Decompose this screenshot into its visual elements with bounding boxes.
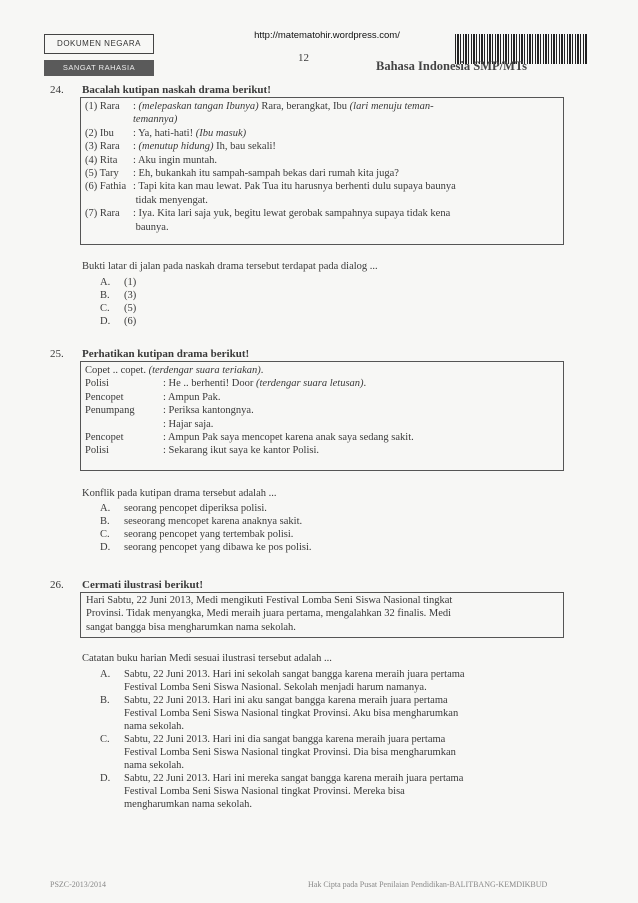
- option-letter: D.: [100, 773, 111, 784]
- answer-option[interactable]: [100, 502, 312, 515]
- dialog-text: tidak menyengat.: [133, 194, 208, 206]
- dialog-line: [85, 418, 563, 431]
- speaker: Pencopet: [85, 432, 124, 444]
- q25-number: 25.: [50, 348, 64, 360]
- dialog-line: [85, 404, 563, 417]
- option-text: seseorang mencopet karena anaknya sakit.: [124, 516, 303, 527]
- q25-options: [100, 502, 312, 554]
- option-line: Sabtu, 22 Juni 2013. Hari ini sekolah sangat bangga karena meraih juara pertama: [124, 669, 465, 680]
- dialog-text: : Ya, hati-hati!: [133, 127, 196, 139]
- option-line: Sabtu, 22 Juni 2013. Hari ini mereka sangat bangga karena meraih juara pertama: [124, 773, 464, 784]
- option-text: (1): [124, 277, 137, 288]
- answer-option[interactable]: [100, 694, 562, 733]
- page-number: 12: [298, 52, 309, 64]
- dialog-text: : Sekarang ikut saya ke kantor Polisi.: [163, 445, 320, 457]
- stage-direction: (melepaskan tangan Ibunya): [138, 101, 259, 112]
- dialog-line: [85, 207, 563, 220]
- answer-option[interactable]: [100, 515, 312, 528]
- option-letter: D.: [100, 316, 111, 327]
- q24-number: 24.: [50, 84, 64, 96]
- speaker: (6) Fathia: [85, 181, 127, 193]
- stage-direction: (Ibu masuk): [195, 127, 247, 139]
- option-letter: B.: [100, 516, 110, 527]
- speaker: (3) Rara: [85, 141, 120, 153]
- dialog-text: : Eh, bukankah itu sampah-sampah bekas dari rumah kita juga?: [133, 168, 399, 180]
- dialog-line: [85, 431, 563, 444]
- dialog-text: : Aku ingin muntah.: [133, 154, 217, 166]
- option-text: [124, 733, 456, 772]
- dialog-text: .: [260, 365, 264, 376]
- q25-question: Konflik pada kutipan drama tersebut adalah ...: [82, 488, 277, 499]
- illustration-line: Hari Sabtu, 22 Juni 2013, Medi mengikuti Festival Lomba Seni Siswa Nasional tingkat: [86, 595, 453, 606]
- dialog-line: [85, 444, 563, 457]
- q25-excerpt-box: [80, 361, 564, 471]
- answer-option[interactable]: [100, 541, 312, 554]
- option-line: Sabtu, 22 Juni 2013. Hari ini aku sangat bangga karena meraih juara pertama: [124, 695, 448, 706]
- stage-direction: (menutup hidung): [138, 141, 214, 153]
- option-text: (5): [124, 303, 137, 314]
- q26-options: [100, 668, 562, 811]
- speaker: Pencopet: [85, 391, 124, 403]
- dialog-line: [85, 180, 563, 193]
- speaker: Polisi: [85, 445, 109, 457]
- q24-excerpt-box: [80, 97, 564, 245]
- stage-direction: (terdengar suara teriakan): [148, 365, 261, 376]
- option-text: (3): [124, 290, 137, 301]
- q24-excerpt: [81, 98, 563, 234]
- doc-label: DOKUMEN NEGARA: [44, 34, 154, 54]
- dialog-line: [85, 221, 563, 234]
- dialog-text: : Ampun Pak saya mencopet karena anak saya sedang sakit.: [163, 432, 414, 444]
- answer-option[interactable]: [100, 289, 136, 302]
- option-letter: C.: [100, 734, 110, 745]
- dialog-text: :: [133, 101, 139, 112]
- answer-option[interactable]: [100, 528, 312, 541]
- footer-code: PSZC-2013/2014: [50, 880, 107, 889]
- dialog-text: : Iya. Kita lari saja yuk, begitu lewat gerobak sampahnya supaya tidak kena: [133, 208, 451, 220]
- option-line: mengharumkan nama sekolah.: [124, 799, 252, 810]
- option-letter: B.: [100, 695, 110, 706]
- dialog-line: [85, 127, 563, 140]
- option-text: seorang pencopet diperiksa polisi.: [124, 503, 267, 514]
- option-letter: A.: [100, 503, 111, 514]
- dialog-line: [85, 113, 563, 126]
- speaker: (1) Rara: [85, 101, 120, 112]
- option-text: seorang pencopet yang tertembak polisi.: [124, 529, 294, 540]
- dialog-text: Ih, bau sekali!: [213, 141, 276, 153]
- dialog-text: : Periksa kantongnya.: [163, 405, 254, 417]
- dialog-text: : Hajar saja.: [163, 418, 214, 430]
- illustration-line: Provinsi. Tidak menyangka, Medi meraih juara pertama, mengalahkan 32 finalis. Medi: [86, 608, 452, 620]
- q25-title: Perhatikan kutipan drama berikut!: [82, 348, 250, 360]
- option-letter: C.: [100, 529, 110, 540]
- q25-excerpt: [81, 362, 563, 458]
- answer-option[interactable]: [100, 315, 136, 328]
- answer-option[interactable]: [100, 733, 562, 772]
- dialog-text: : He .. berhenti! Door: [163, 378, 257, 390]
- speaker: (4) Rita: [85, 154, 118, 166]
- option-line: nama sekolah.: [124, 760, 185, 771]
- speaker: Penumpang: [85, 405, 135, 417]
- speaker: (5) Tary: [85, 168, 119, 180]
- answer-option[interactable]: [100, 668, 562, 694]
- option-line: Festival Lomba Seni Siswa Nasional. Sekolah menjadi harum namanya.: [124, 682, 427, 693]
- option-line: nama sekolah.: [124, 721, 185, 732]
- dialog-text: baunya.: [133, 221, 169, 233]
- option-text: [124, 772, 463, 811]
- option-line: Festival Lomba Seni Siswa Nasional tingkat Provinsi. Dia bisa mengharumkan: [124, 747, 456, 758]
- dialog-text: .: [363, 378, 367, 390]
- stage-direction: temannya): [133, 114, 178, 126]
- footer-copyright: Hak Cipta pada Pusat Penilaian Pendidikan-BALITBANG-KEMDIKBUD: [308, 880, 548, 889]
- option-letter: A.: [100, 277, 111, 288]
- option-line: Festival Lomba Seni Siswa Nasional tingkat Provinsi. Mereka bisa: [124, 786, 405, 797]
- subject-title: Bahasa Indonesia SMP/MTs: [376, 59, 527, 73]
- answer-option[interactable]: [100, 276, 136, 289]
- secret-label: SANGAT RAHASIA: [44, 60, 154, 76]
- option-letter: D.: [100, 542, 111, 553]
- option-text: [124, 668, 465, 694]
- speaker: Copet .. copet.: [85, 365, 149, 376]
- dialog-text: : Tapi kita kan mau lewat. Pak Tua itu harusnya berhenti dulu supaya baunya: [133, 181, 456, 193]
- dialog-line: [85, 364, 563, 377]
- q26-title: Cermati ilustrasi berikut!: [82, 579, 203, 591]
- speaker: (2) Ibu: [85, 127, 114, 139]
- option-letter: C.: [100, 303, 110, 314]
- dialog-line: [85, 377, 563, 390]
- answer-option[interactable]: [100, 772, 562, 811]
- q26-number: 26.: [50, 579, 64, 591]
- header-url[interactable]: http://matematohir.wordpress.com/: [254, 30, 400, 41]
- dialog-line: [85, 140, 563, 153]
- q24-question: Bukti latar di jalan pada naskah drama tersebut terdapat pada dialog ...: [82, 261, 378, 272]
- speaker: (7) Rara: [85, 208, 120, 220]
- option-text: (6): [124, 316, 137, 327]
- stage-direction: (lari menuju teman-: [349, 101, 434, 112]
- stage-direction: (terdengar suara letusan): [256, 378, 364, 390]
- option-letter: B.: [100, 290, 110, 301]
- dialog-text: : Ampun Pak.: [163, 391, 221, 403]
- dialog-line: [85, 167, 563, 180]
- illustration-line: sangat bangga bisa mengharumkan nama sekolah.: [86, 621, 296, 633]
- q26-illustration-box: [80, 592, 564, 638]
- option-line: Festival Lomba Seni Siswa Nasional tingkat Provinsi. Aku bisa mengharumkan: [124, 708, 459, 719]
- answer-option[interactable]: [100, 302, 136, 315]
- option-text: seorang pencopet yang dibawa ke pos polisi.: [124, 542, 312, 553]
- dialog-line: [85, 154, 563, 167]
- option-letter: A.: [100, 669, 111, 680]
- dialog-line: [85, 194, 563, 207]
- q24-title: Bacalah kutipan naskah drama berikut!: [82, 84, 271, 96]
- document-label-box: [44, 34, 154, 76]
- speaker: Polisi: [85, 378, 109, 390]
- q26-question: Catatan buku harian Medi sesuai ilustrasi tersebut adalah ...: [82, 653, 332, 664]
- option-line: Sabtu, 22 Juni 2013. Hari ini dia sangat bangga karena meraih juara pertama: [124, 734, 446, 745]
- q24-options: [100, 276, 136, 328]
- dialog-text: Rara, berangkat, Ibu: [258, 101, 350, 112]
- dialog-line: [85, 100, 563, 113]
- option-text: [124, 694, 458, 733]
- dialog-text: :: [133, 141, 139, 153]
- dialog-line: [85, 391, 563, 404]
- q26-illustration: [81, 593, 563, 634]
